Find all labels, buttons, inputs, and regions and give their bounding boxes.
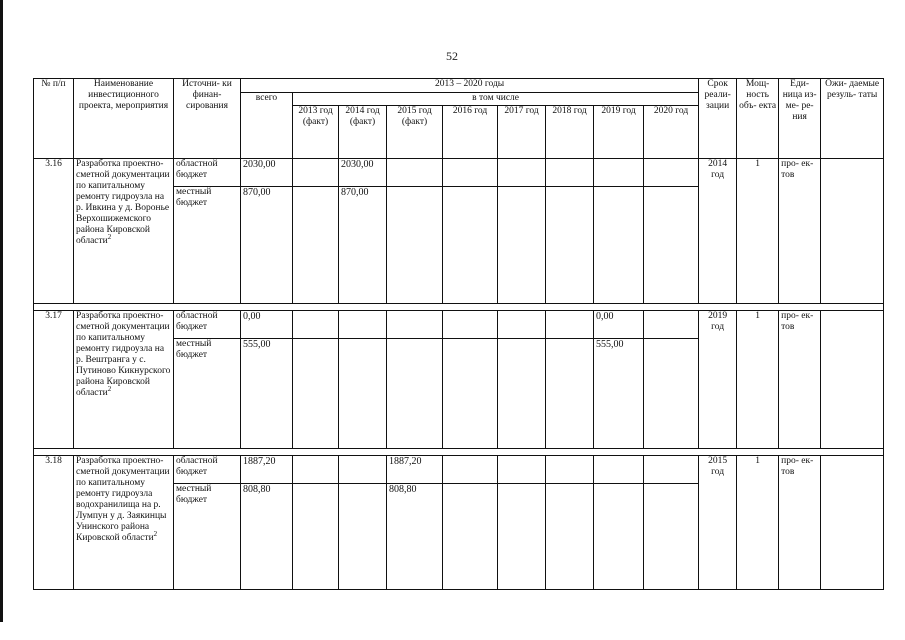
table-row: [34, 311, 884, 339]
value-cell: [339, 484, 387, 590]
header-unit: Еди- ница из- ме- ре- ния: [779, 79, 821, 159]
header-year: 2013 год (факт): [293, 106, 339, 159]
value-cell: 555,00: [594, 339, 644, 449]
value-cell: [498, 187, 546, 304]
row-capacity: 1: [737, 159, 779, 304]
header-year: 2016 год: [443, 106, 498, 159]
value-cell: [387, 339, 443, 449]
row-name-text: Разработка проектно-сметной документации по капитальному ремонту гидроузла на р. Ивкина у д. Воронье Верхошижемского района Кировской области: [76, 159, 170, 246]
row-source: местный бюджет: [174, 484, 241, 590]
value-cell: [498, 339, 546, 449]
row-source: местный бюджет: [174, 187, 241, 304]
investment-table: [33, 78, 884, 590]
value-cell: [498, 456, 546, 484]
row-total: 555,00: [241, 339, 293, 449]
value-cell: [443, 159, 498, 187]
row-result: [821, 159, 884, 304]
header-num: № п/п: [34, 79, 74, 159]
value-cell: [546, 311, 594, 339]
row-term: 2014 год: [699, 159, 737, 304]
page-number: 52: [446, 49, 458, 63]
header-year: 2020 год: [644, 106, 699, 159]
value-cell: [644, 456, 699, 484]
header-year: 2015 год (факт): [387, 106, 443, 159]
header-year: 2019 год: [594, 106, 644, 159]
value-cell: [339, 456, 387, 484]
row-separator: [34, 304, 884, 311]
value-cell: [644, 484, 699, 590]
value-cell: [644, 159, 699, 187]
value-cell: [293, 159, 339, 187]
value-cell: 870,00: [339, 187, 387, 304]
value-cell: [644, 311, 699, 339]
row-total: 2030,00: [241, 159, 293, 187]
value-cell: 0,00: [594, 311, 644, 339]
value-cell: [443, 484, 498, 590]
value-cell: 1887,20: [387, 456, 443, 484]
row-name: [74, 311, 174, 449]
value-cell: [594, 484, 644, 590]
table-row: [34, 159, 884, 187]
row-unit: про- ек- тов: [779, 311, 821, 449]
header-capacity: Мощ- ность объ- екта: [737, 79, 779, 159]
row-source: областной бюджет: [174, 456, 241, 484]
value-cell: [546, 339, 594, 449]
value-cell: [594, 456, 644, 484]
row-num: 3.18: [34, 456, 74, 590]
row-name: [74, 456, 174, 590]
value-cell: [498, 159, 546, 187]
value-cell: [339, 339, 387, 449]
footnote-mark: 2: [153, 529, 158, 538]
row-source: областной бюджет: [174, 159, 241, 187]
row-name: [74, 159, 174, 304]
row-separator-cell: [34, 449, 884, 456]
header-year: 2018 год: [546, 106, 594, 159]
header-year: 2017 год: [498, 106, 546, 159]
header-total: всего: [241, 93, 293, 159]
value-cell: [443, 187, 498, 304]
row-result: [821, 456, 884, 590]
value-cell: [387, 187, 443, 304]
row-num: 3.16: [34, 159, 74, 304]
value-cell: [387, 159, 443, 187]
row-separator: [34, 449, 884, 456]
value-cell: [546, 456, 594, 484]
value-cell: [644, 339, 699, 449]
value-cell: [594, 159, 644, 187]
row-result: [821, 311, 884, 449]
row-total: 808,80: [241, 484, 293, 590]
header-term: Срок реали- зации: [699, 79, 737, 159]
row-name-text: Разработка проектно-сметной документации по капитальному ремонту гидроузла водохранилища на р. Лумпун у д. Заякинцы Унинского района Кировской области: [76, 456, 170, 543]
value-cell: [293, 187, 339, 304]
row-total: 0,00: [241, 311, 293, 339]
row-term: 2019 год: [699, 311, 737, 449]
footnote-mark: 2: [107, 232, 112, 241]
value-cell: [293, 484, 339, 590]
row-source: местный бюджет: [174, 339, 241, 449]
header-period: 2013 – 2020 годы: [241, 79, 699, 93]
value-cell: [546, 159, 594, 187]
row-capacity: 1: [737, 456, 779, 590]
header-year: 2014 год (факт): [339, 106, 387, 159]
header-name: Наименование инвестиционного проекта, мероприятия: [74, 79, 174, 159]
value-cell: [293, 339, 339, 449]
value-cell: [644, 187, 699, 304]
value-cell: [546, 484, 594, 590]
row-num: 3.17: [34, 311, 74, 449]
value-cell: [546, 187, 594, 304]
header-result: Ожи- даемые резуль- таты: [821, 79, 884, 159]
header-source: Источни- ки финан- сирования: [174, 79, 241, 159]
value-cell: [293, 456, 339, 484]
row-source: областной бюджет: [174, 311, 241, 339]
value-cell: [594, 187, 644, 304]
row-capacity: 1: [737, 311, 779, 449]
row-unit: про- ек- тов: [779, 159, 821, 304]
row-separator-cell: [34, 304, 884, 311]
value-cell: [443, 311, 498, 339]
table-row: [34, 456, 884, 484]
row-term: 2015 год: [699, 456, 737, 590]
value-cell: [498, 484, 546, 590]
value-cell: [443, 456, 498, 484]
row-total: 870,00: [241, 187, 293, 304]
row-total: 1887,20: [241, 456, 293, 484]
value-cell: [498, 311, 546, 339]
value-cell: 2030,00: [339, 159, 387, 187]
value-cell: [443, 339, 498, 449]
header-including: в том числе: [293, 93, 699, 106]
row-name-text: Разработка проектно-сметной документации по капитальному ремонту гидроузла на р. Вештранга у с. Путиново Кикнурского района Кировской области: [76, 311, 171, 398]
footnote-mark: 2: [107, 384, 112, 393]
value-cell: [387, 311, 443, 339]
page-edge-bar: [0, 0, 3, 622]
value-cell: [339, 311, 387, 339]
value-cell: [293, 311, 339, 339]
row-unit: про- ек- тов: [779, 456, 821, 590]
value-cell: 808,80: [387, 484, 443, 590]
